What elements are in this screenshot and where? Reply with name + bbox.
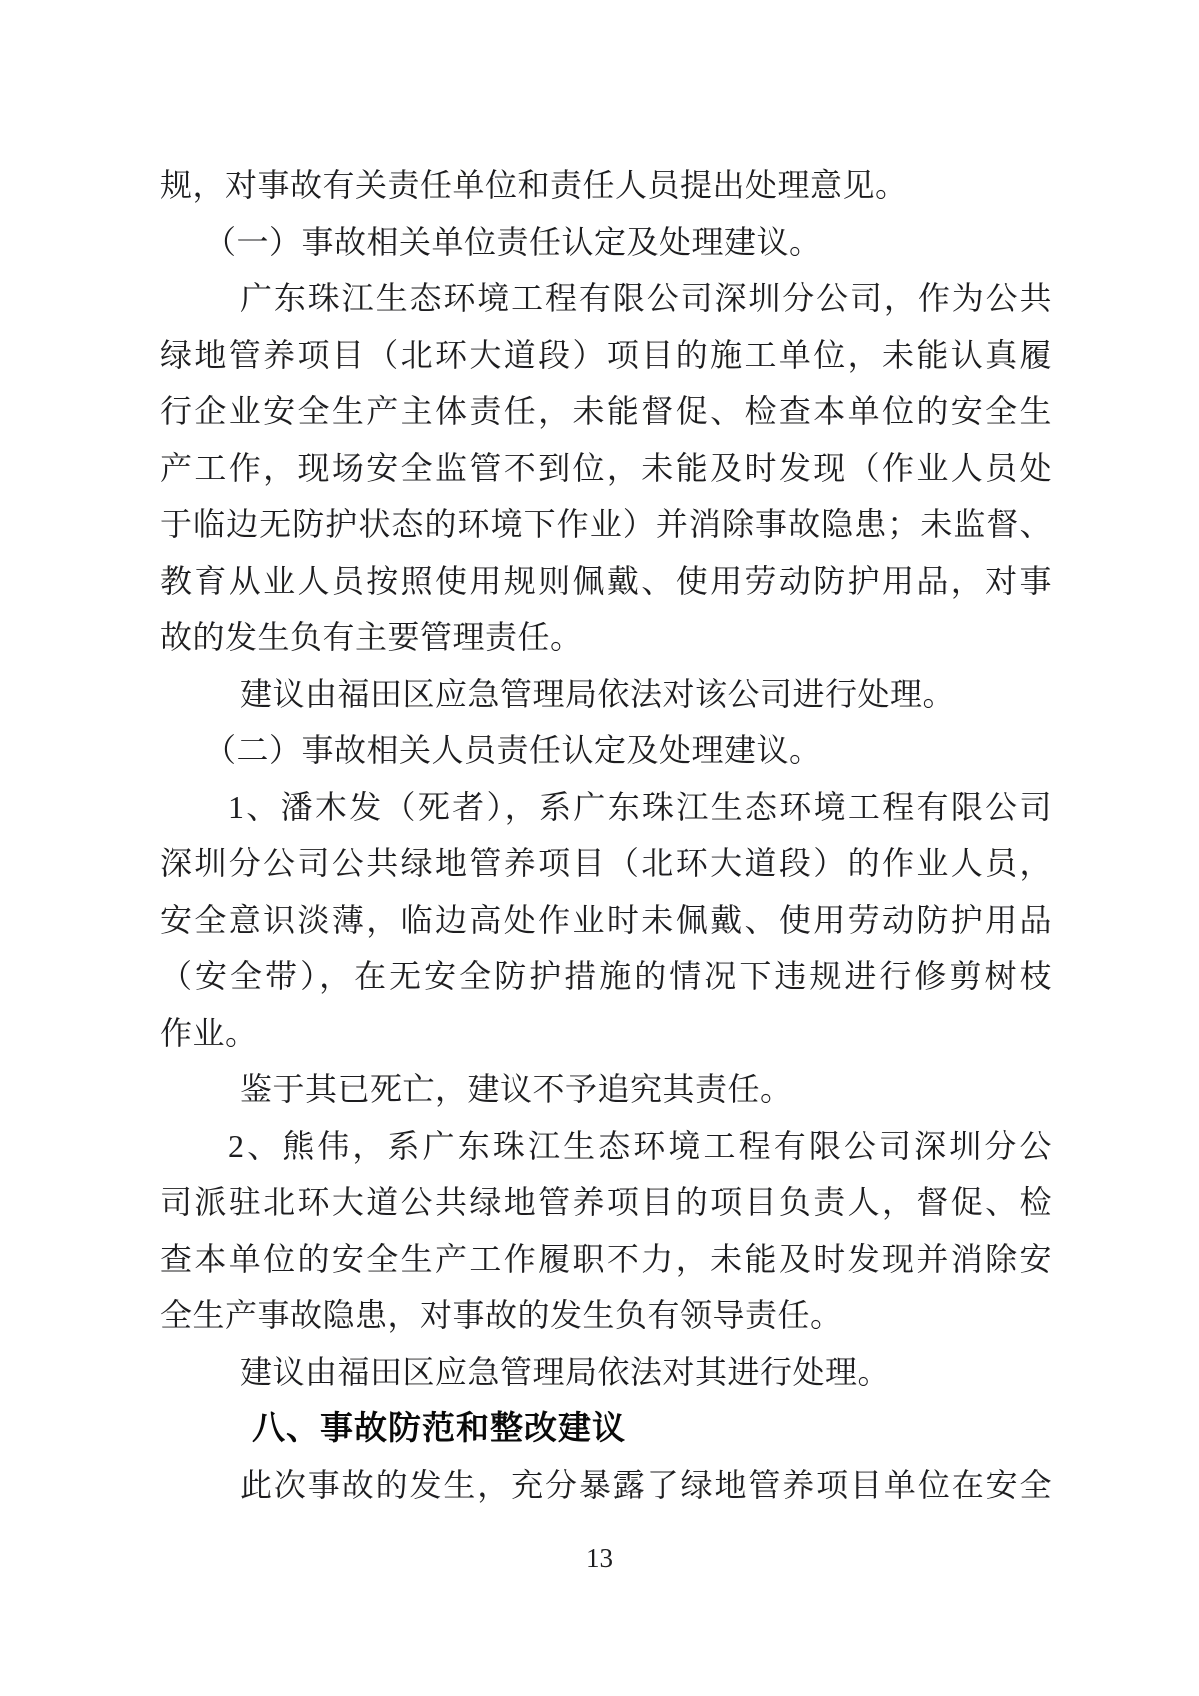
text-line: 行企业安全生产主体责任，未能督促、检查本单位的安全生: [160, 393, 1052, 429]
text-line: 作业。: [160, 1014, 258, 1051]
text-line: （安全带），在无安全防护措施的情况下违规进行修剪树枝: [160, 958, 1052, 994]
section-heading: 八、事故防范和整改建议: [252, 1409, 626, 1446]
text-line: （二）事故相关人员责任认定及处理建议。: [204, 732, 822, 768]
document-body: [160, 157, 1052, 1513]
text-line: 全生产事故隐患，对事故的发生负有领导责任。: [160, 1297, 843, 1333]
page-number: 13: [586, 1543, 613, 1573]
text-line: 建议由福田区应急管理局依法对其进行处理。: [240, 1353, 891, 1390]
text-line: 规，对事故有关责任单位和责任人员提出处理意见。: [160, 167, 908, 203]
text-line: 此次事故的发生，充分暴露了绿地管养项目单位在安全: [240, 1466, 1052, 1503]
text-line: 安全意识淡薄，临边高处作业时未佩戴、使用劳动防护用品: [160, 901, 1052, 938]
text-line: 司派驻北环大道公共绿地管养项目的项目负责人，督促、检: [160, 1184, 1052, 1220]
text-line: 故的发生负有主要管理责任。: [160, 619, 583, 655]
text-line: 2、熊伟，系广东珠江生态环境工程有限公司深圳分公: [228, 1127, 1052, 1164]
text-line: 广东珠江生态环境工程有限公司深圳分公司，作为公共: [240, 280, 1052, 316]
text-line: 绿地管养项目（北环大道段）项目的施工单位，未能认真履: [160, 336, 1052, 373]
text-line: 1、潘木发（死者），系广东珠江生态环境工程有限公司: [228, 788, 1052, 825]
text-line: 深圳分公司公共绿地管养项目（北环大道段）的作业人员，: [160, 845, 1052, 881]
text-line: 于临边无防护状态的环境下作业）并消除事故隐患；未监督、: [160, 506, 1052, 542]
text-line: （一）事故相关单位责任认定及处理建议。: [204, 223, 822, 260]
text-line: 查本单位的安全生产工作履职不力，未能及时发现并消除安: [160, 1240, 1052, 1277]
text-line: 教育从业人员按照使用规则佩戴、使用劳动防护用品，对事: [160, 562, 1052, 599]
text-line: 建议由福田区应急管理局依法对该公司进行处理。: [240, 675, 956, 712]
text-line: 鉴于其已死亡，建议不予追究其责任。: [240, 1071, 793, 1107]
page-footer: [0, 1540, 1199, 1576]
text-line: 产工作，现场安全监管不到位，未能及时发现（作业人员处: [160, 449, 1052, 486]
